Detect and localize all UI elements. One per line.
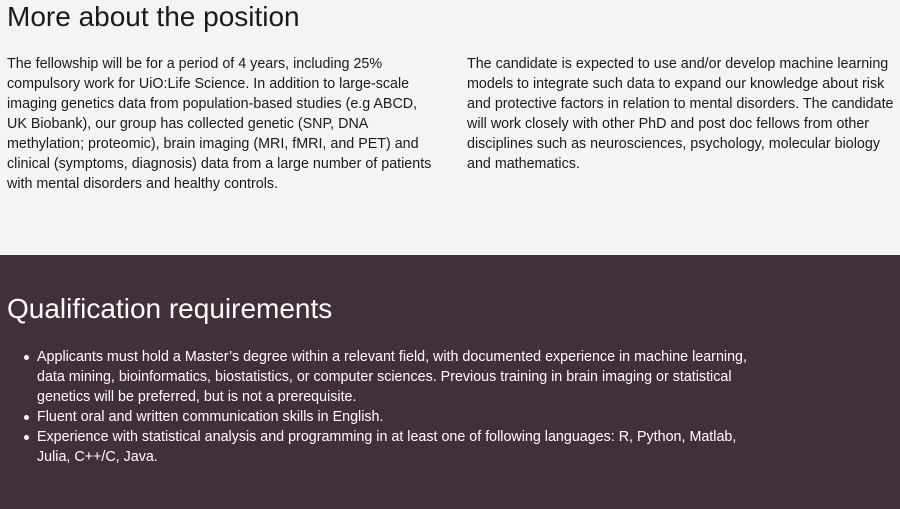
qualification-item-language (37, 407, 757, 427)
qualification-item-programming (37, 427, 757, 467)
qualifications-heading: Qualification requirements (7, 293, 333, 324)
position-paragraph-left: The fellowship will be for a period of 4 years, including 25% compulsory work for UiO:Life Science. In addition to large-scale imaging genetics data from population-based studies (e.g ABCD, UK Biobank), our group has collected genetic (SNP, DNA methylation; proteomic), brain imaging (MRI, fMRI, and PET) and clinical (symptoms, diagnosis) data from a large number of patients with mental disorders and healthy controls. (7, 56, 432, 192)
qualification-text: Applicants must hold a Master’s degree within a relevant field, with documented experience in machine learning, data mining, bioinformatics, biostatistics, or computer sciences. Previous training in brain imaging or statistical genetics will be preferred, but is not a prerequisite. (37, 349, 747, 405)
qualification-text: Experience with statistical analysis and programming in at least one of following languages: R, Python, Matlab, Julia, C++/C, Java. (37, 429, 737, 465)
qualifications-list (0, 347, 757, 467)
qualifications-section (0, 255, 900, 509)
position-heading: More about the position (7, 1, 300, 32)
bullet-icon (24, 435, 29, 440)
bullet-icon (24, 355, 29, 360)
position-paragraph-right: The candidate is expected to use and/or develop machine learning models to integrate such data to expand our knowledge about risk and protective factors in relation to mental disorders. The candidate will work closely with other PhD and post doc fellows from other disciplines such as neurosciences, psychology, molecular biology and mathematics. (467, 56, 894, 172)
bullet-icon (24, 415, 29, 420)
qualification-text: Fluent oral and written communication skills in English. (37, 409, 384, 425)
qualification-item-degree (37, 347, 757, 407)
